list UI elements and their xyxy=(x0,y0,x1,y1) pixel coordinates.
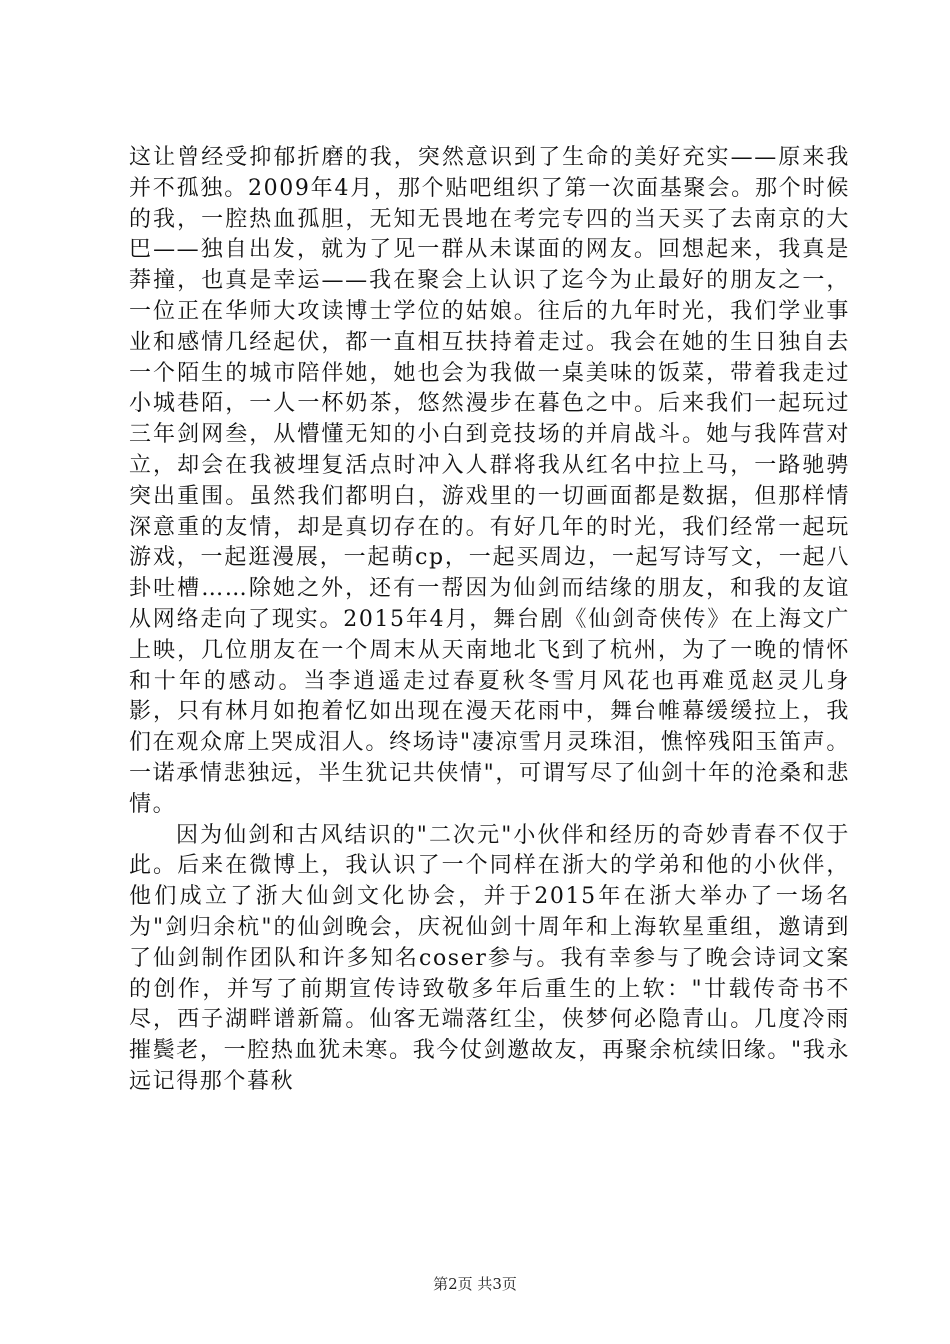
page-footer: 第2页 共3页 xyxy=(433,1275,517,1293)
paragraph-2: 因为仙剑和古风结识的"二次元"小伙伴和经历的奇妙青春不仅于此。后来在微博上，我认识了一个同样在浙大的学弟和他的小伙伴，他们成立了浙大仙剑文化协会，并于2015年在浙大举办了一场名为"剑归余杭"的仙剑晚会，庆祝仙剑十周年和上海软星重组，邀请到了仙剑制作团队和许多知名coser参与。我有幸参与了晚会诗词文案的创作，并写了前期宣传诗致敬多年后重生的上软："廿载传奇书不尽，西子湖畔谱新篇。仙客无端落红尘，侠梦何必隐青山。几度冷雨摧鬓老，一腔热血犹未寒。我今仗剑邀故友，再聚余杭续旧缘。"我永远记得那个暮秋 xyxy=(129,822,850,1094)
body-text xyxy=(129,143,850,1098)
paragraph-1: 这让曾经受抑郁折磨的我，突然意识到了生命的美好充实——原来我并不孤独。2009年4月，那个贴吧组织了第一次面基聚会。那个时候的我，一腔热血孤胆，无知无畏地在考完专四的当天买了去南京的大巴——独自出发，就为了见一群从未谋面的网友。回想起来，我真是莽撞，也真是幸运——我在聚会上认识了迄今为止最好的朋友之一，一位正在华师大攻读博士学位的姑娘。往后的九年时光，我们学业事业和感情几经起伏，都一直相互扶持着走过。我会在她的生日独自去一个陌生的城市陪伴她，她也会为我做一桌美味的饭菜，带着我走过小城巷陌，一人一杯奶茶，悠然漫步在暮色之中。后来我们一起玩过三年剑网叁，从懵懂无知的小白到竞技场的并肩战斗。她与我阵营对立，却会在我被埋复活点时冲入人群将我从红名中拉上马，一路驰骋突出重围。虽然我们都明白，游戏里的一切画面都是数据，但那样情深意重的友情，却是真切存在的。有好几年的时光，我们经常一起玩游戏，一起逛漫展，一起萌cp，一起买周边，一起写诗写文，一起八卦吐槽……除她之外，还有一帮因为仙剑而结缘的朋友，和我的友谊从网络走向了现实。2015年4月，舞台剧《仙剑奇侠传》在上海文广上映，几位朋友在一个周末从天南地北飞到了杭州，为了一晚的情怀和十年的感动。当李逍遥走过春夏秋冬雪月风花也再难觅赵灵儿身影，只有林月如抱着忆如出现在漫天花雨中，舞台帷幕缓缓拉上，我们在观众席上哭成泪人。终场诗"凄凉雪月灵珠泪，憔悴残阳玉笛声。一诺承情悲独远，半生犹记共侠情"，可谓写尽了仙剑十年的沧桑和悲情。 xyxy=(129,145,850,817)
